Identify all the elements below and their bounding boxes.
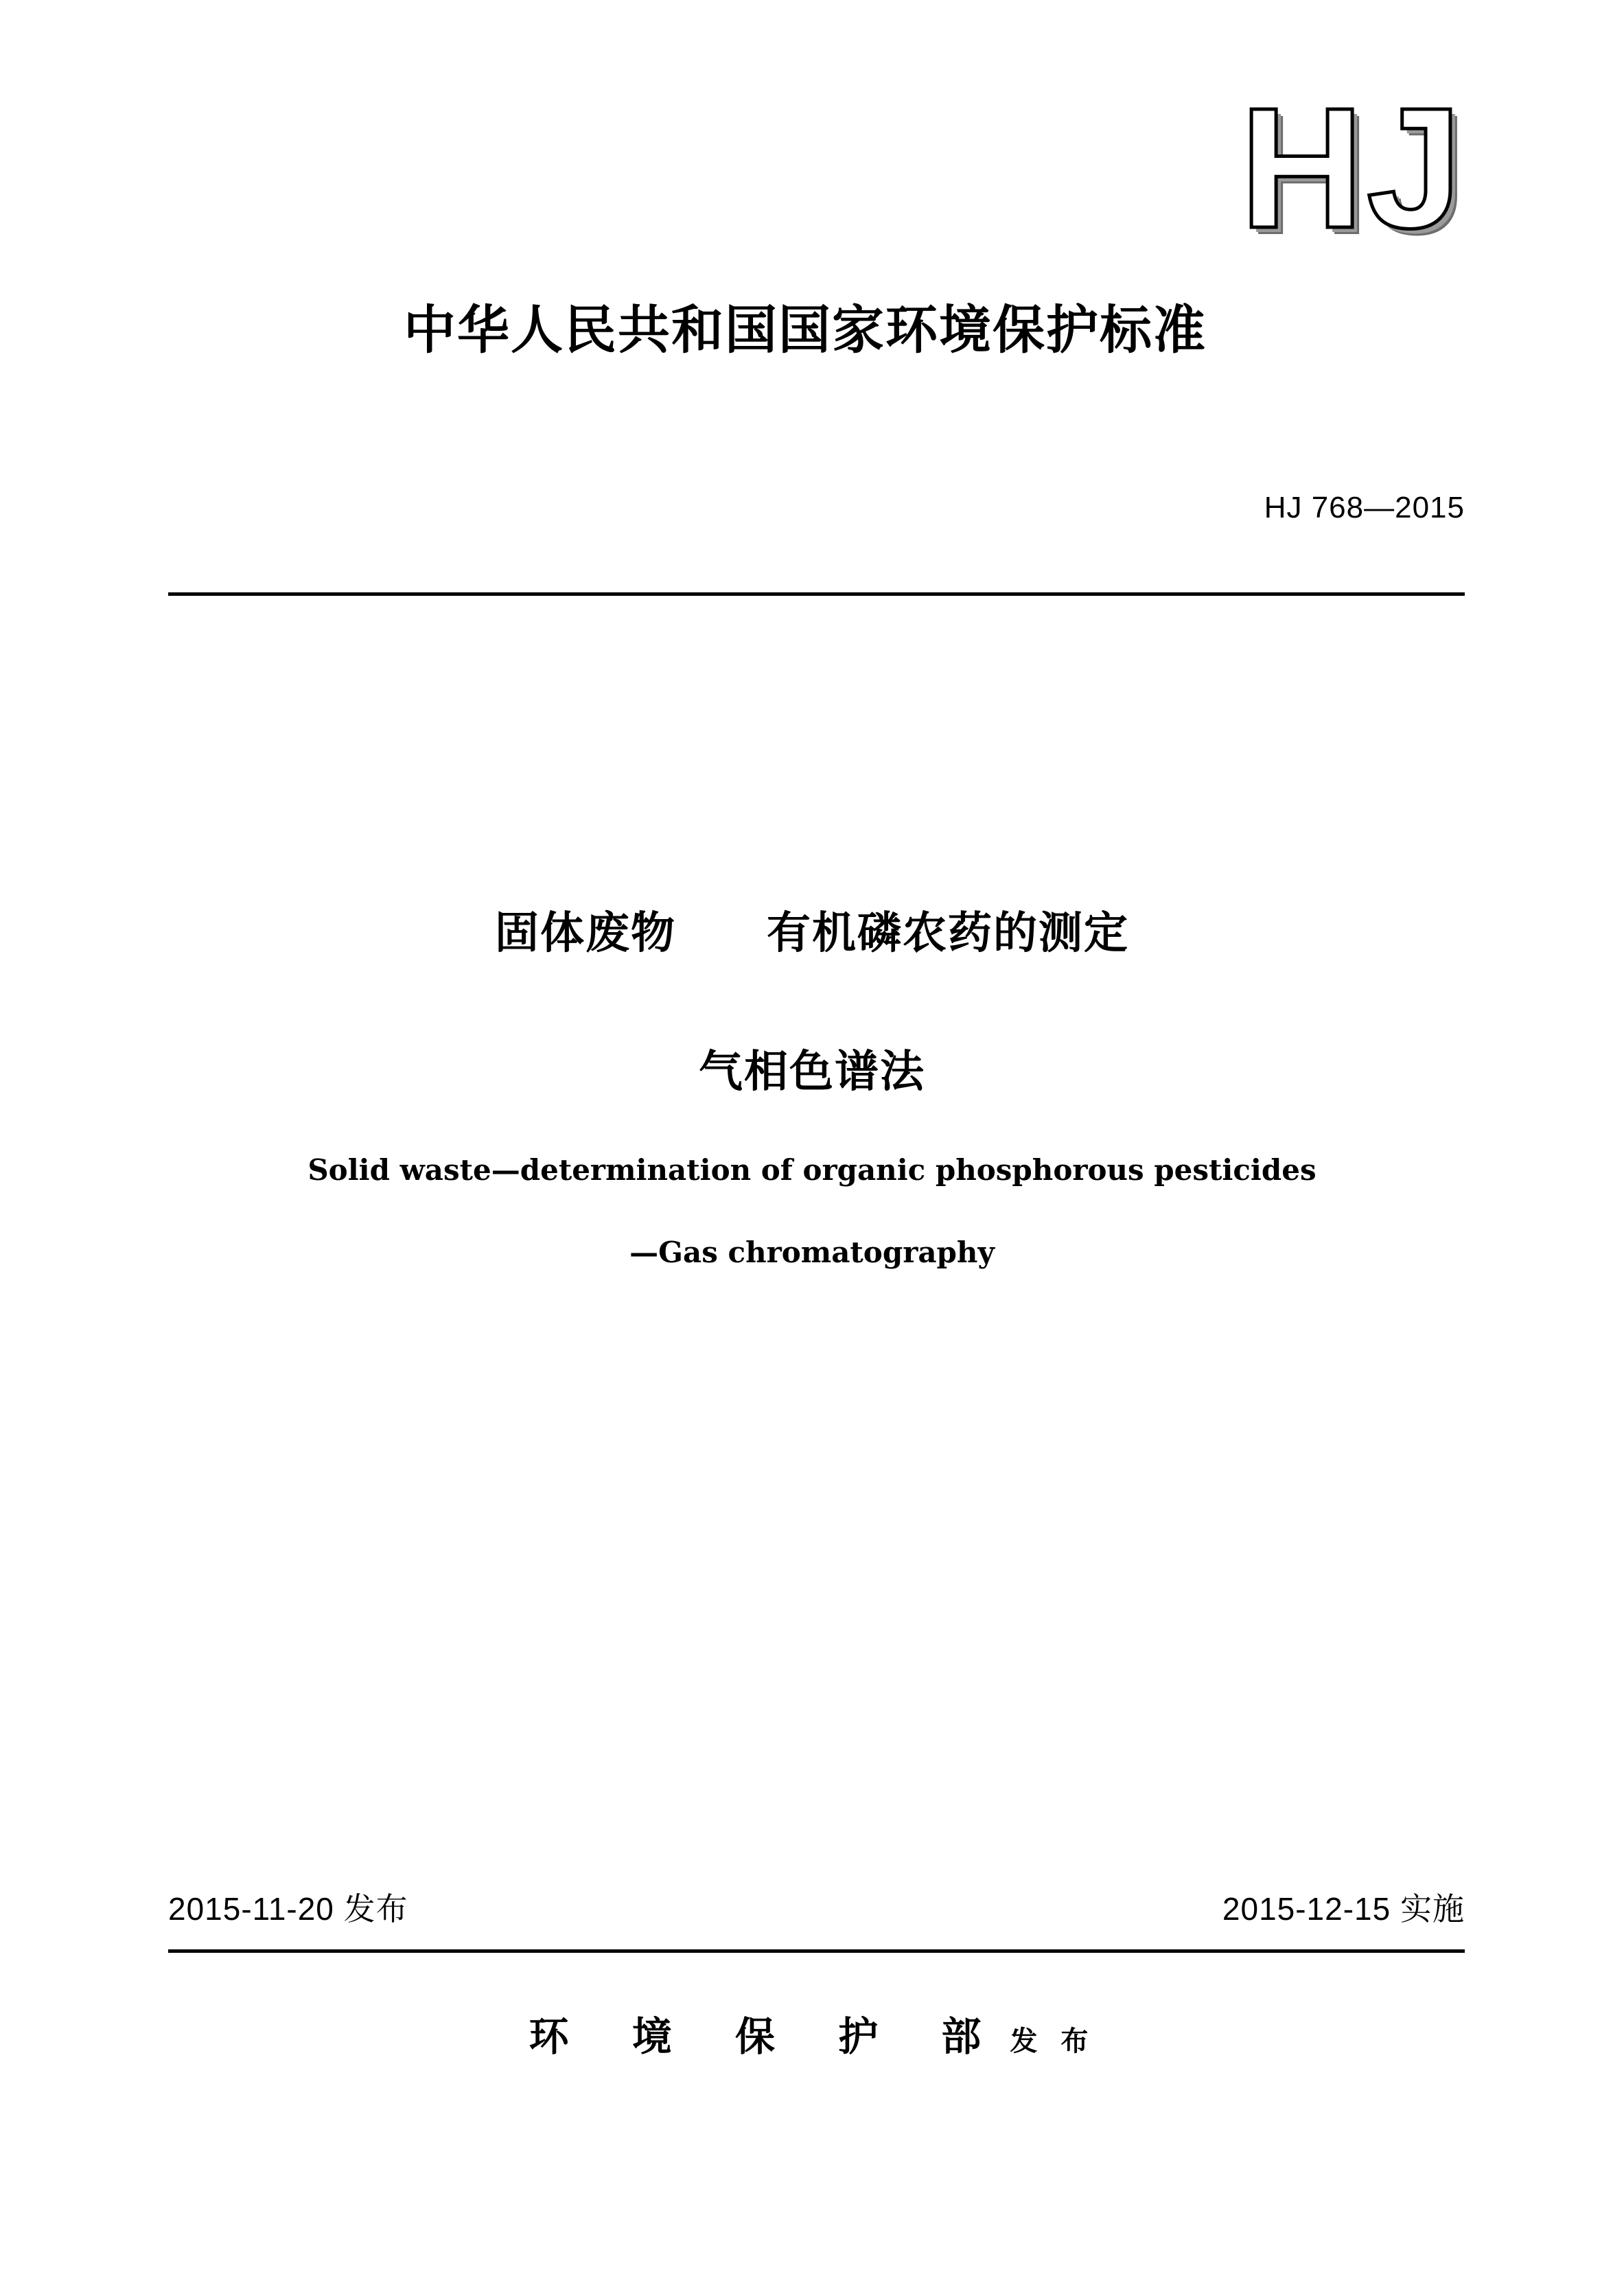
issue-date: 2015-11-20 发布 bbox=[168, 1891, 408, 1927]
publisher-block bbox=[0, 2004, 1624, 2062]
document-title-en-line2: —Gas chromatography bbox=[629, 1236, 995, 1269]
effective-date: 2015-12-15 实施 bbox=[1222, 1891, 1465, 1927]
publisher-organization: 环 境 保 护 部 bbox=[529, 2013, 1006, 2060]
national-standard-title: 中华人民共和国国家环境保护标准 bbox=[404, 299, 1207, 360]
footer-divider-rule bbox=[168, 1949, 1465, 1953]
standard-number: HJ 768—2015 bbox=[1264, 491, 1465, 524]
document-title-cn-line2: 气相色谱法 bbox=[699, 1047, 925, 1098]
header-divider-rule bbox=[168, 592, 1465, 596]
document-title-cn-line1: 固体废物 有机磷农药的测定 bbox=[495, 908, 1129, 959]
hj-logo: HJ bbox=[1240, 72, 1465, 264]
document-title-en-line1: Solid waste—determination of organic phosphorous pesticides bbox=[308, 1153, 1316, 1187]
publisher-verb: 发 布 bbox=[1010, 2025, 1095, 2057]
